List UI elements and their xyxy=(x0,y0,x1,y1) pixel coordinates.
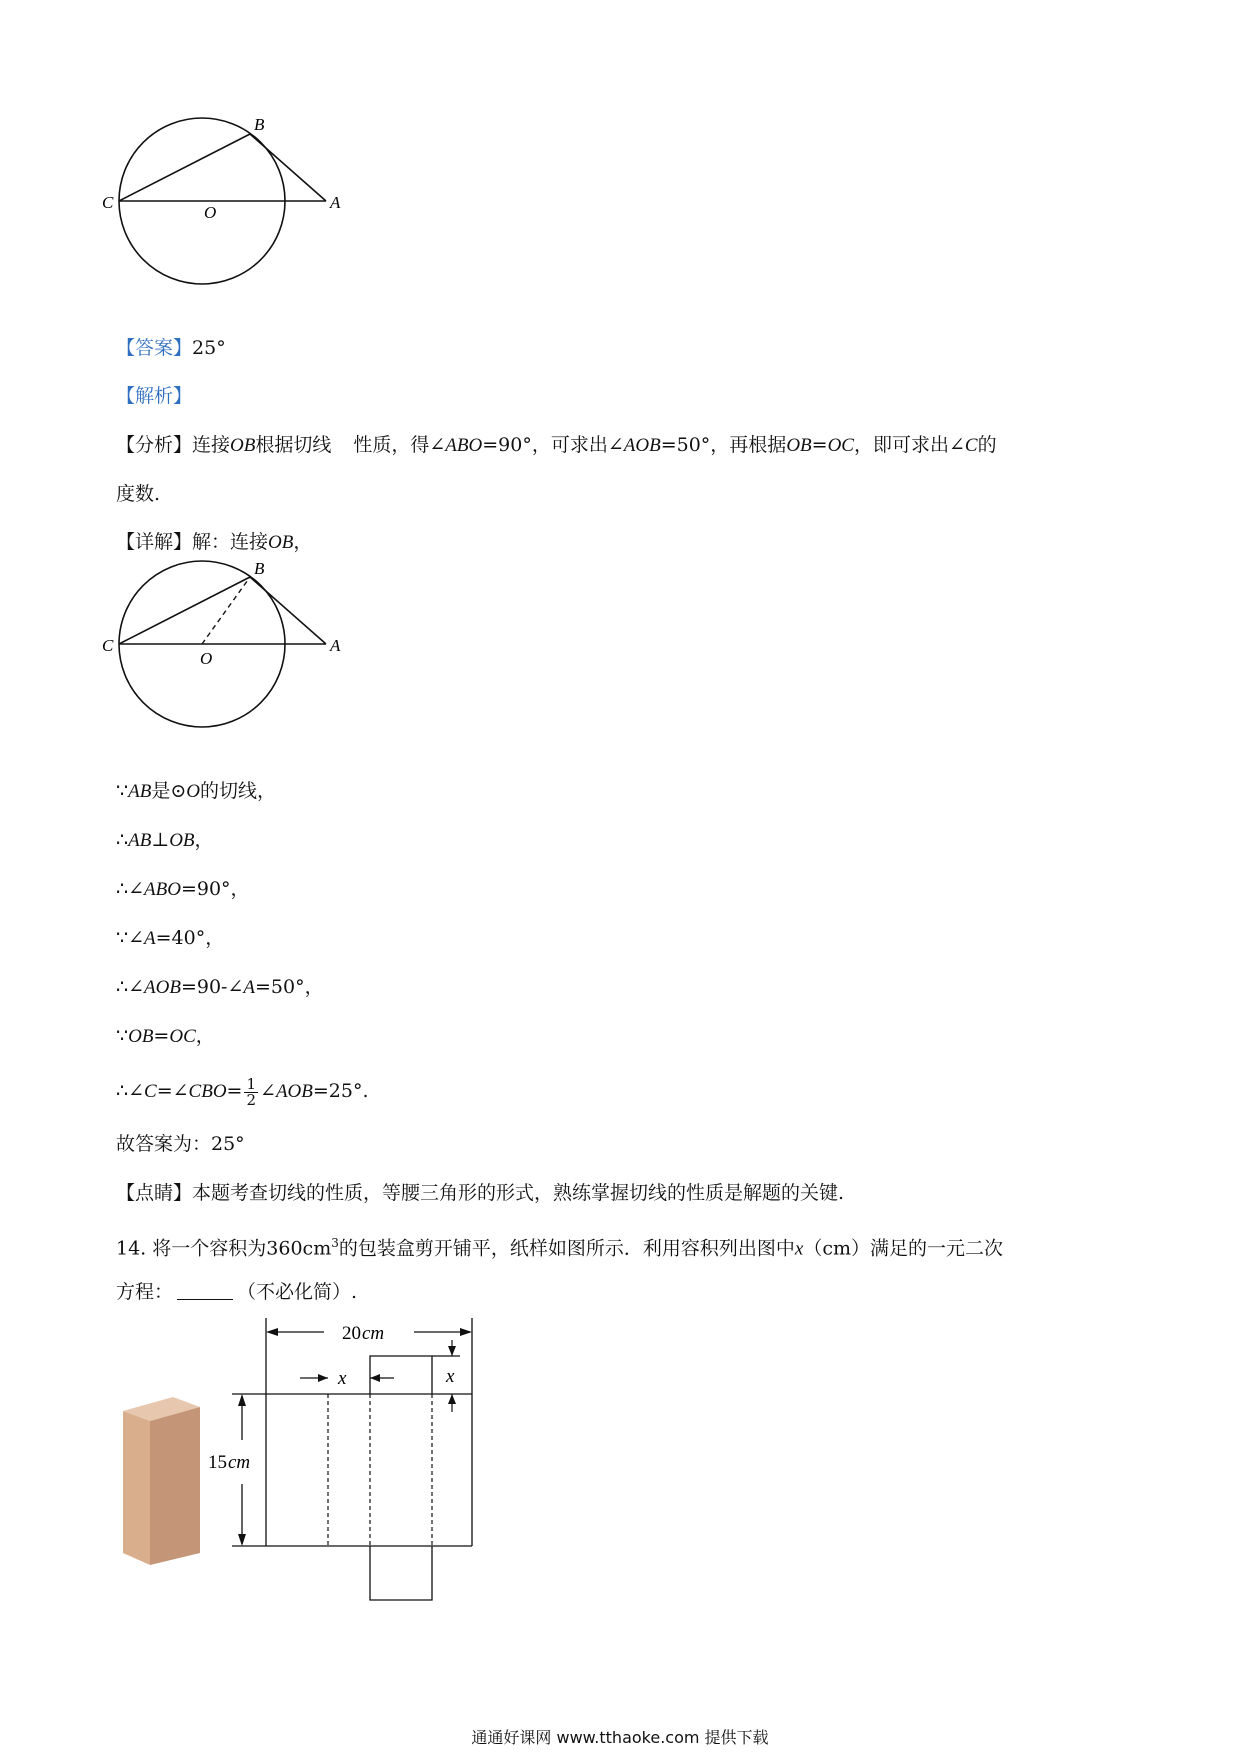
fenxi-text: 性质，得∠ xyxy=(353,434,446,456)
xiangjie-text: 解：连接 xyxy=(192,531,269,553)
fenxi-text: ，即可求出∠ xyxy=(853,434,965,456)
xiangjie-ob: OB xyxy=(268,532,294,553)
label-b: B xyxy=(254,559,265,578)
tangent-ba xyxy=(250,134,326,201)
answer-blank[interactable] xyxy=(177,1281,233,1300)
label-o: O xyxy=(200,649,213,668)
circle-tangent-figure-2 xyxy=(102,559,404,772)
fenxi-text: =90°，可求出∠ xyxy=(482,434,624,456)
fenxi-tag: 【分析】 xyxy=(116,434,193,456)
radius-ob-dashed xyxy=(202,577,250,644)
box-net-diagram xyxy=(204,1318,484,1602)
label-c: C xyxy=(102,193,114,212)
analysis-tag-line xyxy=(116,382,192,410)
fenxi-aob: AOB xyxy=(623,435,661,456)
box-front-face xyxy=(123,1411,150,1565)
fenxi-text: = xyxy=(811,434,828,456)
bottom-flap xyxy=(370,1546,432,1600)
answer-value: 25° xyxy=(192,337,226,359)
step-7: ∴∠C=∠CBO= $\frac{1}{2}$ ∠AOB=25°. xyxy=(116,1074,369,1109)
tangent-ba xyxy=(250,577,326,644)
width-label-num: 20 xyxy=(342,1323,361,1344)
dianjing-text: 本题考查切线的性质，等腰三角形的形式，熟练掌握切线的性质是解题的关键. xyxy=(192,1182,845,1204)
fraction-one-half: $\frac{1}{2}$ xyxy=(246,1074,257,1109)
chord-cb xyxy=(119,577,250,644)
xiangjie-line xyxy=(116,528,312,557)
x-label-vertical: x xyxy=(446,1366,455,1387)
fenxi-cont: 度数. xyxy=(116,483,161,505)
xiangjie-text: ， xyxy=(293,531,313,553)
fenxi-text: 连接 xyxy=(192,434,231,456)
label-o: O xyxy=(204,203,217,222)
height-label-num: 15 xyxy=(208,1452,227,1473)
question-number: 14. xyxy=(116,1237,147,1260)
analysis-tag: 【解析】 xyxy=(116,385,193,407)
x-label-horizontal: x xyxy=(338,1368,347,1389)
height-label-unit: cm xyxy=(228,1452,251,1473)
box-side-face xyxy=(150,1407,200,1565)
question-14-line-1: 14. 将一个容积为$360cm^3$的包装盒剪开铺平，纸样如图所示．利用容积列出图中x（cm）满足的一元二次 xyxy=(116,1236,1003,1260)
label-c: C xyxy=(102,636,114,655)
fenxi-text: 的 xyxy=(977,434,997,456)
final-answer-line: 故答案为：25° xyxy=(116,1133,245,1155)
package-box-illustration xyxy=(118,1393,206,1568)
fenxi-abo: ABO xyxy=(445,435,483,456)
fenxi-line xyxy=(116,431,997,460)
step-2: ∴AB⊥OB， xyxy=(116,829,214,851)
page-footer: 通通好课网 www.tthaoke.com 提供下载 xyxy=(471,1728,769,1747)
dianjing-line xyxy=(116,1179,844,1207)
fenxi-ob: OB xyxy=(230,435,256,456)
width-label-unit: cm xyxy=(362,1323,385,1344)
fenxi-text: =50°，再根据 xyxy=(660,434,787,456)
step-6: ∵OB=OC， xyxy=(116,1025,215,1047)
fenxi-c: C xyxy=(964,435,978,456)
dianjing-tag: 【点睛】 xyxy=(116,1182,193,1204)
label-a: A xyxy=(330,193,341,212)
circle-tangent-figure-1 xyxy=(102,115,404,328)
fenxi-ob: OB xyxy=(786,435,812,456)
label-a: A xyxy=(330,636,341,655)
fenxi-text: 根据切线 xyxy=(255,434,332,456)
label-b: B xyxy=(254,115,265,134)
fenxi-oc: OC xyxy=(827,435,854,456)
xiangjie-tag: 【详解】 xyxy=(116,531,193,553)
chord-cb xyxy=(119,134,250,201)
question-14-line-2: 方程： （不必化简）. xyxy=(116,1281,358,1303)
step-1: ∵AB是⊙O的切线， xyxy=(116,780,276,802)
fenxi-cont-line xyxy=(116,480,160,508)
answer-line xyxy=(116,334,226,362)
step-3: ∴∠ABO=90°， xyxy=(116,878,250,900)
step-4: ∵∠A=40°， xyxy=(116,927,225,949)
step-5: ∴∠AOB=90-∠A=50°， xyxy=(116,976,324,998)
answer-tag: 【答案】 xyxy=(116,337,193,359)
